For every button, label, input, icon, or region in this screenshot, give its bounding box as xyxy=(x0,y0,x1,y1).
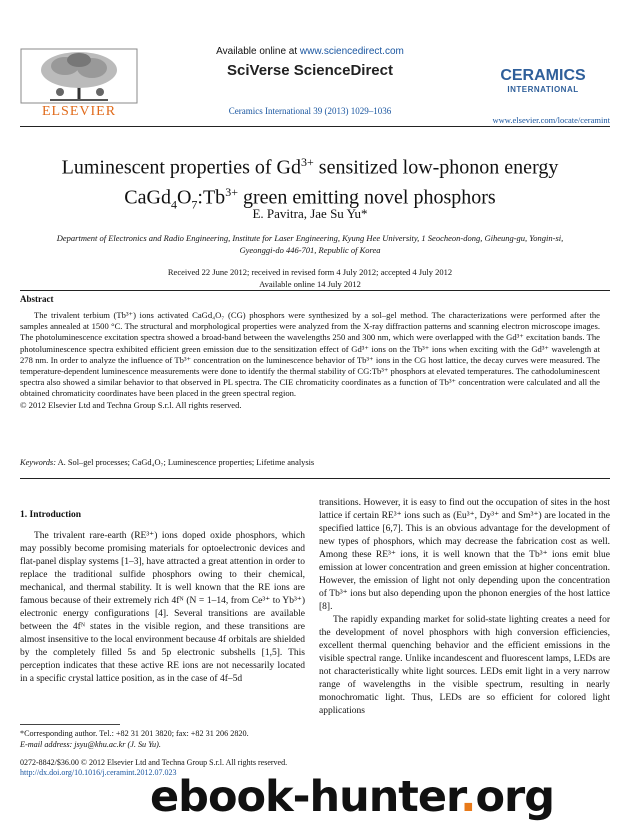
watermark-dot: . xyxy=(460,772,476,822)
abstract-text: The trivalent terbium (Tb³⁺) ions activated CaGd₄O₇ (CG) phosphors were synthesized by a sol–gel method. The characterizations were performed after the samples annealed at 1500 °C. The structural and morphological properties were analyzed from the X-ray diffraction patterns and scanning electron microscope images. The photoluminescence excitation spectra showed a broad-band between the wavelengths 250 and 300 nm, which were overlapped with the Gd³⁺ excitation bands. The photoluminescence spectra exhibited efficient green emission due to the sensitization effect of Gd³⁺ ions on the Tb³⁺ ions when exciting with the Gd³⁺ wavelength at 278 nm. In order to analyze the influence of Tb³⁺ concentration on the luminescence behavior of Tb³⁺ ions in the CG host lattice, the decay curves were measured. The temperature-dependent luminescence measurements were done to identify the thermal stability of CG:Tb³⁺ phosphors at elevated temperatures. The cathodoluminescent spectra also showed a similar behavior to that observed in PL spectra. The CIE chromaticity coordinates as a function of Tb³⁺ concentration were calculated and all the obtained chromaticity coordinates have been placed in the green spectral region. xyxy=(20,310,600,399)
affiliation: Department of Electronics and Radio Engineering, Institute for Laser Engineering, Kyung Hee University, 1 Seocheon-dong, Giheung-gu, Yongin-si, Gyeonggi-do 446-701, Republic of Korea xyxy=(56,233,564,255)
watermark xyxy=(150,772,600,820)
article-dates xyxy=(0,266,620,290)
intro-right-paragraph-2: The rapidly expanding market for solid-state lighting creates a need for the development of novel phosphors with high conversion efficiencies, excellent thermal quenching behavior and the efficient emissions in the visible spectral range. Unlike incandescent and fluorescent lamps, LEDs are not characteristically white light sources. LEDs emit light in a very narrow range of wavelengths in the visible spectrum, resulting in nearly monochromatic light. Thus, LEDs are so efficient for colored light applications xyxy=(319,615,610,716)
watermark-part2: org xyxy=(475,772,554,822)
keywords-divider xyxy=(20,478,610,479)
keywords xyxy=(20,458,600,467)
issn-copyright: 0272-8842/$36.00 © 2012 Elsevier Ltd and Techna Group S.r.l. All rights reserved. xyxy=(20,758,288,767)
watermark-part1: ebook-hunter xyxy=(150,772,461,822)
doi-link[interactable]: http://dx.doi.org/10.1016/j.ceramint.2012.07.023 xyxy=(20,768,177,777)
intro-right-column xyxy=(319,497,610,718)
available-online-date: Available online 14 July 2012 xyxy=(259,279,361,289)
header-divider xyxy=(20,126,610,127)
publisher-logo-text: ELSEVIER xyxy=(41,104,117,119)
journal-reference-link[interactable]: Ceramics International 39 (2013) 1029–1036 xyxy=(228,106,392,116)
footnote xyxy=(20,728,305,750)
keywords-text: A. Sol–gel processes; CaGd₄O₇; Luminescence properties; Lifetime analysis xyxy=(55,458,315,467)
abstract-divider-top xyxy=(20,290,610,291)
sciencedirect-link[interactable]: www.sciencedirect.com xyxy=(299,46,404,57)
article-title: Luminescent properties of $Gd^{3+}$ sensitized low-phonon energy $CaGd_4O_7:Tb^{3+}$ green emitting novel phosphors xyxy=(61,155,559,212)
section-heading-introduction: 1. Introduction xyxy=(20,510,82,520)
footnote-divider xyxy=(20,724,120,725)
corresponding-author: *Corresponding author. Tel.: +82 31 201 3820; fax: +82 31 206 2820. xyxy=(20,729,249,738)
intro-left-text: The trivalent rare-earth (RE³⁺) ions doped oxide phosphors, which may possibly become promising materials for optoelectronic devices and flat-panel display systems [1–3], have attracted a great attention in order to replace the traditional sulfide phosphors owing to their chemical, mechanical, and thermal stability. It is well known that the RE ions are famous because of their extremely rich 4fᴺ (N = 1–14, from Ce³⁺ to Yb³⁺) electronic energy configurations [4]. Several transitions are available between the 4fᴺ states in the visible region, and these transitions are almost insensitive to the local environment because 4f orbitals are shielded by the completely filled 5s and 5p electronic subshells [1,5]. This perception indicates that these active RE ions are not necessarily located in a specific crystal lattice position, as in the case of 4f–5d xyxy=(20,531,305,684)
journal-url-link[interactable]: www.elsevier.com/locate/ceramint xyxy=(492,115,610,125)
abstract-heading: Abstract xyxy=(20,294,54,304)
email-address: E-mail address: jsyu@khu.ac.kr (J. Su Yu). xyxy=(20,740,161,749)
intro-left-column xyxy=(20,530,305,686)
abstract-copyright: © 2012 Elsevier Ltd and Techna Group S.r.l. All rights reserved. xyxy=(20,399,242,410)
available-prefix: Available online at xyxy=(216,46,300,57)
intro-right-paragraph-1: transitions. However, it is easy to find out the occupation of sites in the host lattice if certain RE³⁺ ions such as (Eu³⁺, Dy³⁺ and Sm³⁺) are located in the specified lattice [6,7]. This is an obvious advantage for the development of new types of phosphors, which may decrease the fabrication cost as well. Among these RE³⁺ ions, it is well known that the Tb³⁺ ions emit blue emission at lower concentration and green emission at higher concentration. However, the emission of light not only depending upon the concentration of Tb³⁺ ions but also depending upon the phonon energies of the host lattice [8]. xyxy=(319,498,610,612)
journal-logo-subtitle: INTERNATIONAL xyxy=(507,85,579,94)
platform-name: SciVerse ScienceDirect xyxy=(227,62,393,79)
keywords-label: Keywords: xyxy=(20,458,56,467)
abstract-body xyxy=(20,310,600,411)
author-list: E. Pavitra, Jae Su Yu* xyxy=(252,206,368,221)
available-online xyxy=(0,46,620,57)
journal-logo-title: CERAMICS xyxy=(500,67,586,84)
received-dates: Received 22 June 2012; received in revised form 4 July 2012; accepted 4 July 2012 xyxy=(167,267,453,277)
